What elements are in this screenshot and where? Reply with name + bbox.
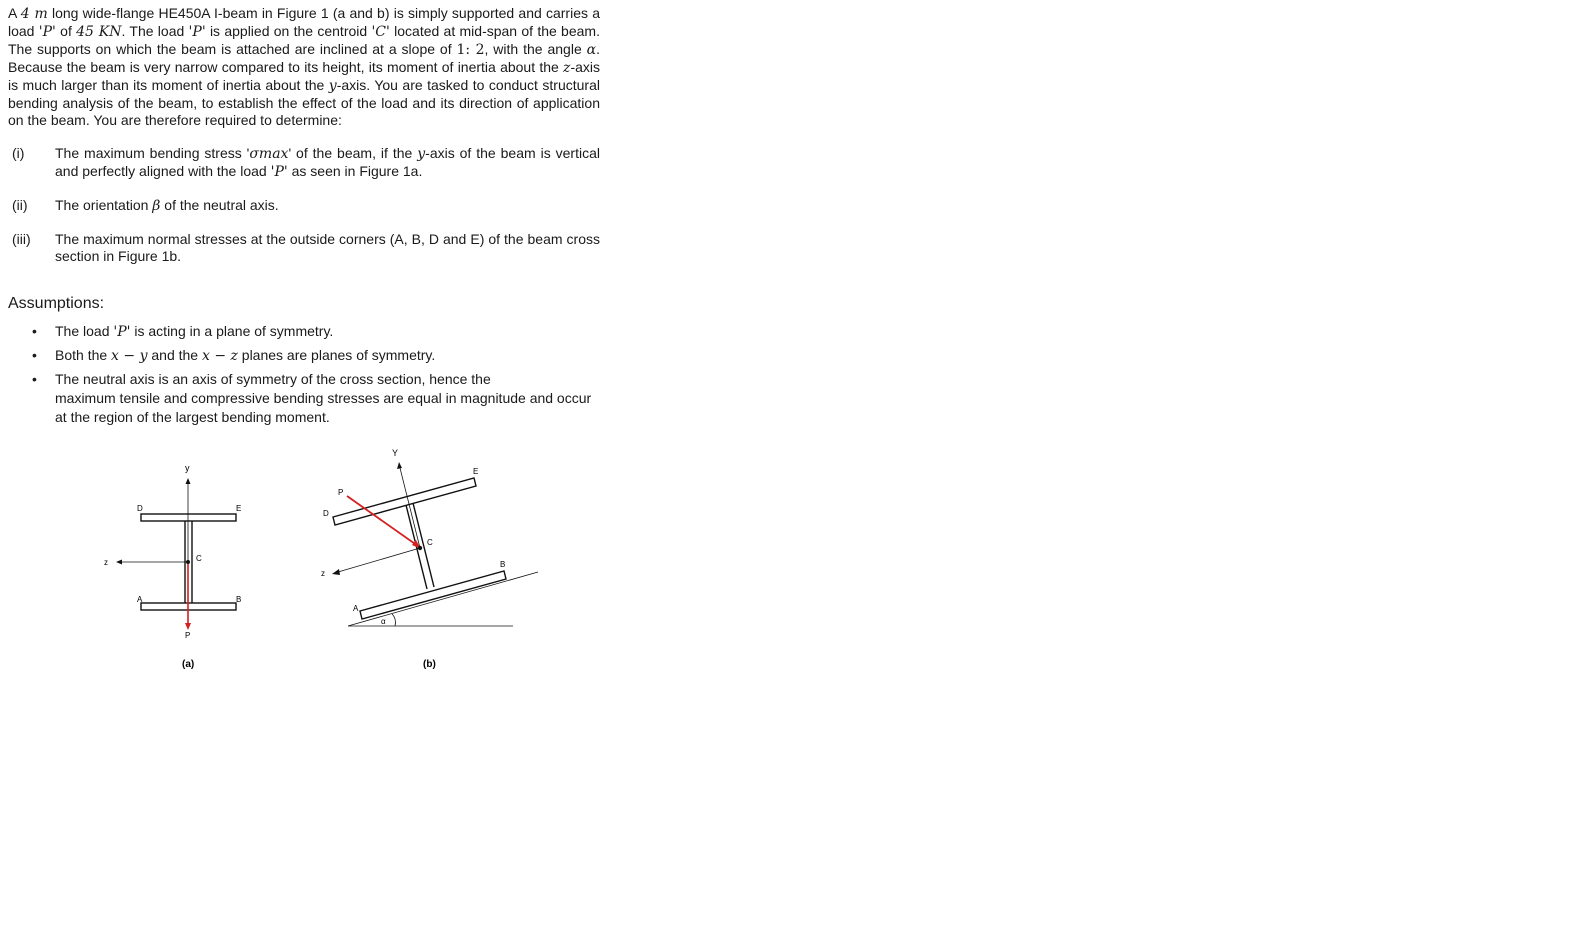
label-d-a: D [137,504,143,513]
label-y-b: Y [392,448,399,458]
requirement-item-iii: (iii) The maximum normal stresses at the outside corners (A, B, D and E) of the beam cross section in Figure 1b. [12,231,600,264]
assumption-item: • Both the x − y and the x − z planes are planes of symmetry. [32,347,436,364]
label-d-b: D [323,509,329,518]
label-z-a: z [104,558,108,567]
requirement-item-ii: (ii) The orientation β of the neutral axis. [12,197,279,214]
caption-a: (a) [182,659,195,670]
label-a-a: A [137,595,143,604]
label-z-b: z [321,569,325,578]
requirement-item-i: (i) The maximum bending stress 'σmax' of the beam, if the y-axis of the beam is vertical and perfectly aligned with the load 'P' as seen in Figure 1a. [12,145,600,180]
centroid-dot-a [186,560,190,564]
load-arrowhead-a [185,623,191,630]
label-p-b: P [338,488,344,497]
intro-paragraph: A 4 m long wide-flange HE450A I-beam in Figure 1 (a and b) is simply supported and carries a load 'P' of 45 KN. The load 'P' is applied on the centroid 'C' located at mid-span of the beam. The supports on which the beam is attached are inclined at a slope of 1: 2, with the angle α. Because the beam is very narrow compared to its height, its moment of inertia about the z-axis is much larger than its moment of inertia about the y-axis. You are tasked to conduct structural bending analysis of the beam, to establish the effect of the load and its direction of application on the beam. You are therefore required to determine: [8,5,601,128]
y-axis-arrow-a [186,478,191,484]
assumption-item: • The neutral axis is an axis of symmetry of the cross section, hence the maximum tensile and compressive bending stresses are equal in magnitude and occur at the region of the largest bending moment. [32,371,592,425]
caption-b: (b) [423,659,436,670]
label-c-a: C [196,554,202,563]
label-alpha-b: α [381,617,386,626]
assumption-item: • The load 'P' is acting in a plane of symmetry. [32,323,334,340]
bottom-flange-b [360,571,506,619]
z-axis-arrow-b [332,569,340,575]
assumptions-heading: Assumptions: [8,295,105,312]
label-e-a: E [236,504,242,513]
alpha-arc-b [392,614,396,626]
incline-line-b [348,572,538,626]
z-axis-arrow-a [116,560,122,565]
label-y-a: y [185,463,190,473]
label-p-a: P [185,631,191,640]
label-c-b: C [427,538,433,547]
z-axis-line-b [338,548,420,572]
y-axis-arrow-b [397,462,402,469]
label-e-b: E [473,467,479,476]
centroid-dot-b [418,546,422,550]
label-b-b: B [500,560,506,569]
top-flange [141,514,236,521]
label-a-b: A [353,604,359,613]
label-b-a: B [236,595,242,604]
